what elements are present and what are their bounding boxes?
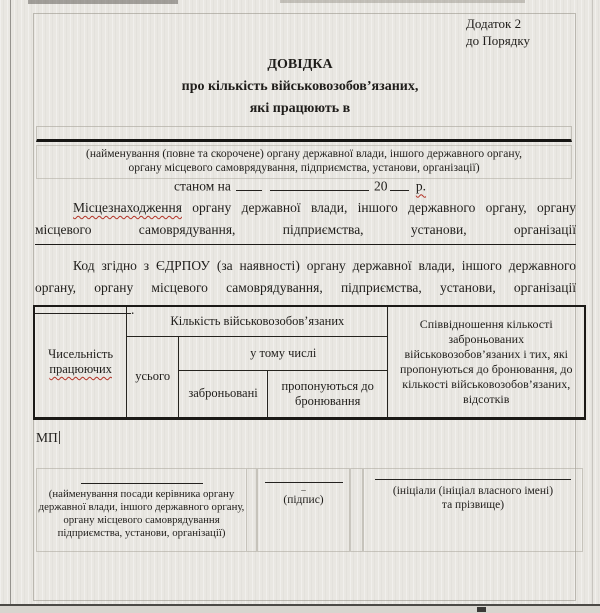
military-count-table [33,305,586,420]
seal-mark [36,430,60,446]
organization-name-caption-line1: (найменування (повне та скорочене) органу державної влади, іншого державного органу, [86,148,522,160]
organization-name-field [36,126,572,142]
signature-block [36,468,583,552]
signature-gap [247,468,257,552]
signature-gap [350,468,363,552]
organization-name-caption [36,145,572,179]
signature-position-cell [36,468,247,552]
scan-artifact-dot [477,607,486,612]
document-title [0,54,600,120]
edrpou-paragraph-line2: органу, органу місцевого самоврядування, підприємства, установи, організації [35,280,576,295]
date-year: 20 [374,178,388,194]
edrpou-paragraph-line1: Код згідно з ЄДРПОУ (за наявності) органу державної влади, іншого державного [73,258,576,273]
title-line1: ДОВІДКА [267,57,333,72]
date-day-blank [236,176,262,191]
location-line1-rest: органу державної влади, іншого державного органу, органу [192,200,576,215]
signature-initials-cell [363,468,583,552]
signature-initials-line [375,479,571,480]
scan-bottom-strip [0,606,600,613]
header-employees [34,306,127,418]
header-reserved: заброньовані [179,370,268,418]
location-first-word: Місцезнаходження [73,200,182,215]
scan-smudge [28,0,178,4]
location-paragraph-line1 [35,197,576,219]
signature-sign-line [265,482,343,483]
date-month-blank [270,176,369,191]
title-line2: про кількість військовозобов’язаних, [181,79,419,94]
date-year-blank [390,176,409,191]
scan-smudge [280,0,525,3]
appendix-annotation-line2: до Порядку [466,33,530,48]
location-fill-line [35,241,576,245]
location-paragraph-line2: місцевого самоврядування, підприємства, установи, організації [35,222,576,237]
date-line [0,176,600,195]
signature-sign-caption: (підпис) [283,494,324,506]
signature-dash: – [301,485,306,495]
date-year-suffix: р. [415,178,427,194]
seal-label: МП [36,430,58,445]
location-paragraph [35,197,576,245]
header-ratio: Співвідношення кількості заброньованих військовозобов’язаних і тих, які пропонуються до бронювання, до кількості військовозобов’язаних, відсотків [388,306,585,418]
header-employees-line2: працюючих [49,361,112,376]
appendix-annotation [466,15,530,49]
signature-position-caption: (найменування посади керівника органу державної влади, іншого державного органу, органу місцевого самоврядування підприємства, установи, організації) [38,488,245,539]
header-military-count-group: Кількість військовозобов’язаних [127,306,388,336]
organization-name-caption-line2: органу місцевого самоврядування, підприємства, установи, організації) [128,161,480,174]
header-employees-line1: Чисельність [48,346,114,361]
header-including-group: у тому числі [179,336,388,370]
header-total: усього [127,336,179,418]
signature-initials-caption-line1: (ініціали (ініціал власного імені) [392,485,554,497]
signature-position-line [81,483,203,484]
signature-sign-cell [257,468,350,552]
edrpou-period: . [131,302,135,317]
date-prefix: станом на [173,178,231,194]
signature-initials-caption-line2: та прізвище) [441,499,505,511]
header-proposed: пропонуються до бронювання [267,370,388,418]
text-cursor [59,431,60,444]
appendix-annotation-line1: Додаток 2 [466,16,522,31]
title-line3: які працюють в [249,101,351,116]
